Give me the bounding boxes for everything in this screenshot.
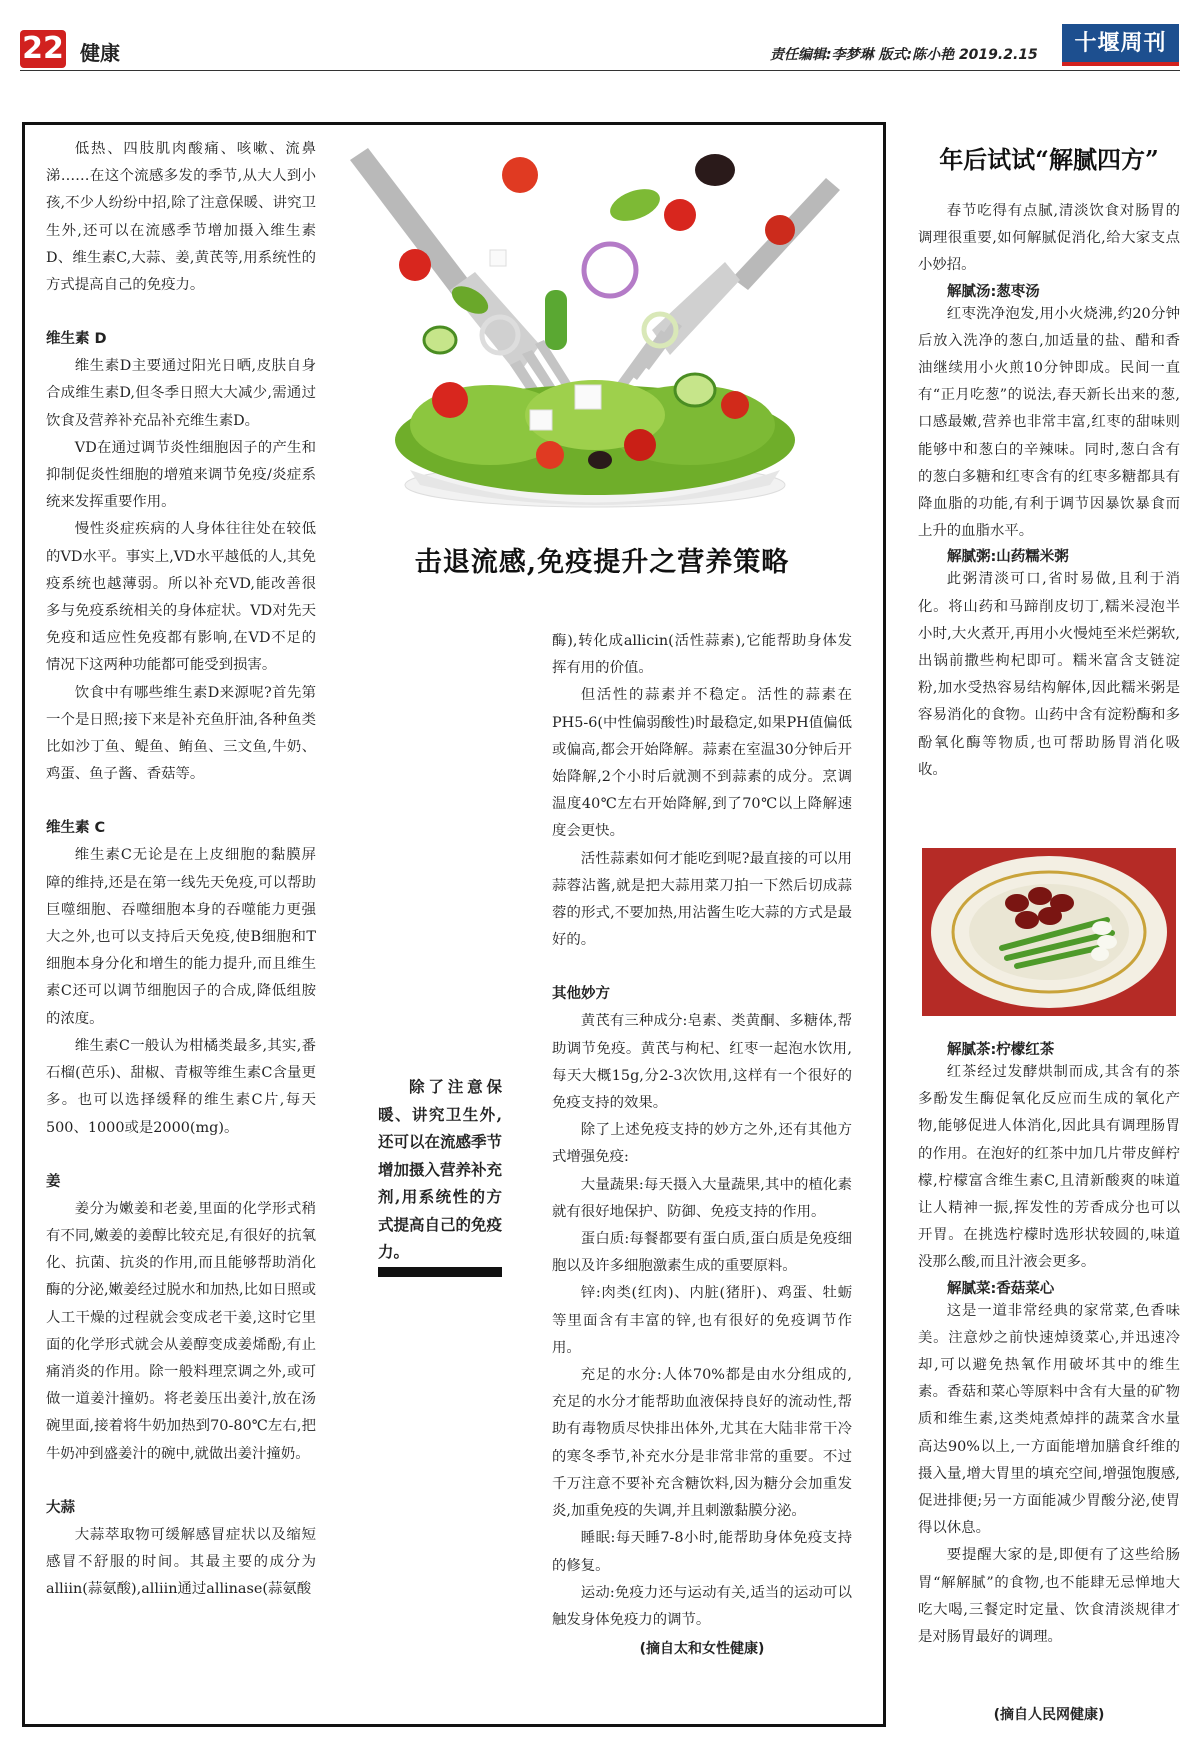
paragraph: 饮食中有哪些维生素D来源呢?首先第一个是日照;接下来是补充鱼肝油,各种鱼类比如沙丁鱼、鳀鱼、鲔鱼、三文鱼,牛奶、鸡蛋、鱼子酱、香菇等。 <box>46 684 316 783</box>
newspaper-logo: 十堰周刊 <box>1062 24 1179 62</box>
sidebar-column-top <box>918 198 1180 784</box>
paragraph-gap <box>552 954 852 981</box>
recipe-heading: 解腻茶:柠檬红茶 <box>947 1042 1055 1058</box>
paragraph: 大蒜萃取物可缓解感冒症状以及缩短感冒不舒服的时间。其最主要的成分为alliin(蒜氨酸),alliin通过allinase(蒜氨酸 <box>46 1526 316 1598</box>
paragraph: 这是一道非常经典的家常菜,色香味美。注意炒之前快速焯烫菜心,并迅速冷却,可以避免热氧作用破坏其中的维生素。香菇和菜心等原料中含有大量的矿物质和维生素,这类炖煮焯拌的蔬菜含水量高达90%以上,一方面能增加膳食纤维的摄入量,增大胃里的填充空间,增强饱腹感,促进排便;另一方面能减少胃酸分泌,使胃得以休息。 <box>918 1302 1180 1537</box>
paragraph: 此粥清淡可口,省时易做,且利于消化。将山药和马蹄削皮切丁,糯米浸泡半小时,大火煮开,再用小火慢炖至米烂粥软,出锅前撒些枸杞即可。糯米富含支链淀粉,加水受热容易结构解体,因此糯米粥是容易消化的食物。山药中含有淀粉酶和多酚氧化酶等物质,也可帮助肠胃消化吸收。 <box>918 571 1180 778</box>
subheading: 大蒜 <box>46 1499 75 1516</box>
article-column-2 <box>552 628 852 1634</box>
paragraph: 睡眠:每天睡7-8小时,能帮助身体免疫支持的修复。 <box>552 1530 852 1574</box>
paragraph: 但活性的蒜素并不稳定。活性的蒜素在PH5-6(中性偏弱酸性)时最稳定,如果PH值偏低或偏高,都会开始降解。蒜素在室温30分钟后开始降解,2个小时后就测不到蒜素的成分。烹调温度40℃左右开始降解,到了70℃以上降解速度会更快。 <box>552 687 852 840</box>
paragraph-gap <box>46 1468 316 1495</box>
article-title: 击退流感,免疫提升之营养策略 <box>414 547 790 578</box>
jujube-scallion-dish-image <box>922 848 1176 1016</box>
section-title: 健康 <box>80 41 120 65</box>
paragraph: 黄芪有三种成分:皂素、类黄酮、多糖体,帮助调节免疫。黄芪与枸杞、红枣一起泡水饮用,每天大概15g,分2-3次饮用,这样有一个很好的免疫支持的效果。 <box>552 1013 852 1112</box>
paragraph: 蛋白质:每餐都要有蛋白质,蛋白质是免疫细胞以及许多细胞激素生成的重要原料。 <box>552 1231 852 1275</box>
subheading: 其他妙方 <box>552 986 610 1003</box>
left-fork-icon <box>350 148 578 420</box>
paragraph: 姜分为嫩姜和老姜,里面的化学形式稍有不同,嫩姜的姜醇比较充足,有很好的抗氧化、抗菌、抗炎的作用,而且能够帮助消化酶的分泌,嫩姜经过脱水和加热,比如日照或人工干燥的过程就会变成老干姜,这时它里面的化学形式就会从姜醇变成姜烯酚,有止痛消炎的作用。除一般料理烹调之外,或可做一道姜汁撞奶。将老姜压出姜汁,放在汤碗里面,接着将牛奶加热到70-80℃左右,把牛奶冲到盛姜汁的碗中,就做出姜汁撞奶。 <box>46 1200 316 1462</box>
subheading: 维生素 D <box>46 331 107 348</box>
page-number: 22 <box>20 30 66 68</box>
recipe-heading: 解腻菜:香菇菜心 <box>947 1280 1055 1297</box>
subheading: 维生素 C <box>46 820 106 837</box>
pull-quote-bar <box>378 1267 502 1277</box>
sidebar-source: (摘自人民网健康) <box>993 1707 1105 1723</box>
article-column-1 <box>46 136 316 1603</box>
paragraph: VD在通过调节炎性细胞因子的产生和抑制促炎性细胞的增殖来调节免疫/炎症系统来发挥重要作用。 <box>46 439 316 511</box>
paragraph: 运动:免疫力还与运动有关,适当的运动可以触发身体免疫力的调节。 <box>552 1584 852 1628</box>
recipe-heading: 解腻汤:葱枣汤 <box>947 283 1040 300</box>
salad-with-forks-image <box>340 140 850 515</box>
sidebar-title: 年后试试“解腻四方” <box>939 145 1159 174</box>
paragraph: 红枣洗净泡发,用小火烧沸,约20分钟后放入洗净的葱白,加适量的盐、醋和香油继续用小火煎10分钟即成。民间一直有“正月吃葱”的说法,春天新长出来的葱,口感最嫩,营养也非常丰富,红枣的甜味则能够中和葱白的辛辣味。同时,葱白含有的葱白多糖和红枣含有的红枣多糖都具有降血脂的功能,有利于调节因暴饮暴食而上升的血脂水平。 <box>918 305 1180 540</box>
recipe-heading: 解腻粥:山药糯米粥 <box>947 549 1069 566</box>
paragraph: 锌:肉类(红肉)、内脏(猪肝)、鸡蛋、牡蛎等里面含有丰富的锌,也有很好的免疫调节作用。 <box>552 1285 852 1356</box>
paragraph: 除了上述免疫支持的妙方之外,还有其他方式增强免疫: <box>552 1122 852 1166</box>
paragraph: 维生素C一般认为柑橘类最多,其实,番石榴(芭乐)、甜椒、青椒等维生素C含量更多。也可以选择缓释的维生素C片,每天500、1000或是2000(mg)。 <box>46 1037 316 1136</box>
editor-credits: 责任编辑:李梦琳 版式:陈小艳 2019.2.15 <box>770 47 1038 63</box>
paragraph-gap <box>46 788 316 815</box>
paragraph: 春节吃得有点腻,清淡饮食对肠胃的调理很重要,如何解腻促消化,给大家支点小妙招。 <box>918 203 1180 274</box>
sidebar-column-bottom <box>918 1038 1180 1651</box>
paragraph: 维生素C无论是在上皮细胞的黏膜屏障的维持,还是在第一线先天免疫,可以帮助巨噬细胞、吞噬细胞本身的吞噬能力更强大之外,也可以支持后天免疫,使B细胞和T细胞本身分化和增生的能力提升,而且维生素C还可以调节细胞因子的合成,降低组胺的浓度。 <box>46 847 316 1027</box>
paragraph: 大量蔬果:每天摄入大量蔬果,其中的植化素就有很好地保护、防御、免疫支持的作用。 <box>552 1176 852 1220</box>
subheading: 姜 <box>46 1173 61 1190</box>
paragraph: 酶),转化成allicin(活性蒜素),它能帮助身体发挥有用的价值。 <box>552 633 852 677</box>
paragraph: 维生素D主要通过阳光日晒,皮肤自身合成维生素D,但冬季日照大大减少,需通过饮食及营养补充品补充维生素D。 <box>46 358 316 429</box>
paragraph: 慢性炎症疾病的人身体往往处在较低的VD水平。事实上,VD水平越低的人,其免疫系统也越薄弱。所以补充VD,能改善很多与免疫系统相关的身体症状。VD对先天免疫和适应性免疫都有影响,在VD不足的情况下这两种功能都可能受到损害。 <box>46 521 316 674</box>
paragraph-gap <box>46 1142 316 1169</box>
paragraph: 活性蒜素如何才能吃到呢?最直接的可以用蒜蓉沾酱,就是把大蒜用菜刀拍一下然后切成蒜蓉的形式,不要加热,用沾酱生吃大蒜的方式是最好的。 <box>552 850 852 949</box>
header-divider <box>20 70 1180 71</box>
logo-underline <box>1062 62 1179 66</box>
pull-quote: 除了注意保暖、讲究卫生外,还可以在流感季节增加摄入营养补充剂,用系统性的方式提高自己的免疫力。 <box>378 1077 503 1261</box>
paragraph: 红茶经过发酵烘制而成,其含有的茶多酚发生酶促氧化反应而生成的氧化产物,能够促进人体消化,因此具有调理肠胃的作用。在泡好的红茶中加几片带皮鲜柠檬,柠檬富含维生素C,且清新酸爽的味道让人精神一振,挥发性的芳香成分也可以开胃。在挑选柠檬时选形状较圆的,味道没那么酸,而且汁液会更多。 <box>918 1064 1180 1271</box>
paragraph-gap <box>46 299 316 326</box>
article-source: (摘自太和女性健康) <box>639 1641 765 1657</box>
paragraph: 要提醒大家的是,即便有了这些给肠胃“解解腻”的食物,也不能肆无忌惮地大吃大喝,三餐定时定量、饮食清淡规律才是对肠胃最好的调理。 <box>918 1547 1180 1646</box>
paragraph: 低热、四肢肌肉酸痛、咳嗽、流鼻涕……在这个流感多发的季节,从大人到小孩,不少人纷纷中招,除了注意保暖、讲究卫生外,还可以在流感季节增加摄入维生素D、维生素C,大蒜、姜,黄芪等,用系统性的方式提高自己的免疫力。 <box>46 141 316 294</box>
paragraph: 充足的水分:人体70%都是由水分组成的,充足的水分才能帮助血液保持良好的流动性,帮助有毒物质尽快排出体外,尤其在大陆非常干冷的寒冬季节,补充水分是非常非常的重要。不过千万注意不要补充含糖饮料,因为糖分会加重发炎,加重免疫的失调,并且刺激黏膜分泌。 <box>552 1367 852 1520</box>
